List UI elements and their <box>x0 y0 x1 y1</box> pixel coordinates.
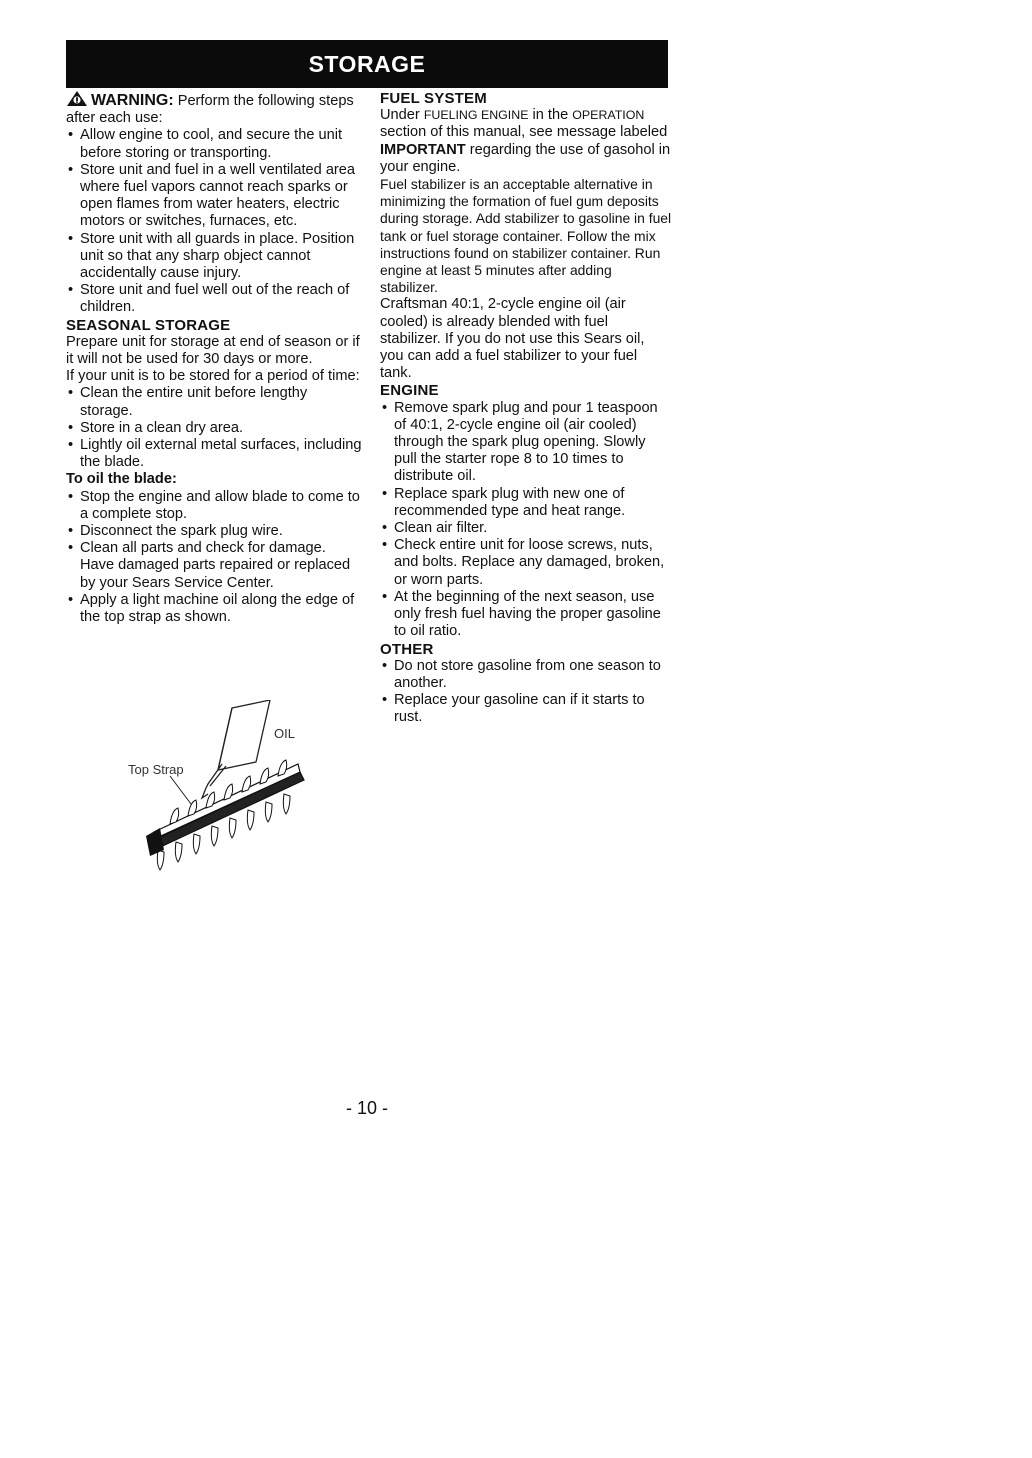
seasonal-storage-heading: SEASONAL STORAGE <box>66 316 231 334</box>
list-item: • Check entire unit for loose screws, nuts, and bolts. Replace any damaged, broken, or worn parts. <box>380 537 672 589</box>
list-item: • Store unit with all guards in place. Position unit so that any sharp object cannot accidentally cause injury. <box>66 231 362 283</box>
text-run: regarding the use of gasohol in your engine. <box>380 141 671 175</box>
list-item: • Do not store gasoline from one season to another. <box>380 658 672 692</box>
seasonal-list <box>66 385 362 471</box>
right-column <box>380 90 672 727</box>
oil-label: OIL <box>274 726 295 741</box>
warning-label: WARNING: <box>91 92 174 109</box>
engine-list <box>380 400 672 641</box>
fuel-paragraph-2: Fuel stabilizer is an acceptable alternative in minimizing the formation of fuel gum deposits during storage. Add stabilizer to gasoline in fuel tank or fuel storage container. Follow the mix instructions found on stabilizer container. Run engine at least 5 minutes after adding stabilizer. <box>380 176 672 296</box>
list-item: • Clean all parts and check for damage. Have damaged parts repaired or replaced by your Sears Service Center. <box>66 540 362 592</box>
list-item: • Clean the entire unit before lengthy storage. <box>66 385 362 419</box>
text-run: Under <box>380 107 424 124</box>
warning-paragraph <box>66 90 362 127</box>
list-item: • Disconnect the spark plug wire. <box>66 523 362 540</box>
text-run: FUELING ENGINE <box>423 108 529 123</box>
oil-blade-heading: To oil the blade: <box>66 471 177 488</box>
text-run: in the <box>528 107 573 124</box>
fuel-paragraph-3: Craftsman 40:1, 2-cycle engine oil (air cooled) is already blended with fuel stabilizer. If you do not use this Sears oil, you can add a fuel stabilizer to your fuel tank. <box>380 296 645 382</box>
left-column <box>66 90 362 626</box>
list-item: • Replace your gasoline can if it starts to rust. <box>380 692 672 726</box>
top-strap-label: Top Strap <box>128 762 184 777</box>
section-title: STORAGE <box>308 50 426 77</box>
other-heading: OTHER <box>380 640 434 658</box>
list-item: • Store unit and fuel in a well ventilated area where fuel vapors cannot reach sparks or open flames from water heaters, electric motors or switches, furnaces, etc. <box>66 162 362 231</box>
fuel-system-heading: FUEL SYSTEM <box>380 90 487 107</box>
list-item: • Remove spark plug and pour 1 teaspoon of 40:1, 2-cycle engine oil (air cooled) through the spark plug opening. Slowly pull the starter rope 8 to 10 times to distribute oil. <box>380 400 672 486</box>
text-run: section of this manual, see message labeled <box>380 124 668 141</box>
other-list <box>380 658 672 727</box>
oiling-blade-illustration <box>110 700 330 875</box>
list-item: • Allow engine to cool, and secure the unit before storing or transporting. <box>66 127 362 161</box>
fuel-paragraph-1 <box>380 107 672 176</box>
warning-text: Perform the following steps after each use: <box>66 93 354 127</box>
warning-list <box>66 127 362 316</box>
page-number: - 10 - <box>345 1098 388 1118</box>
list-item: • Store in a clean dry area. <box>66 420 362 437</box>
list-item: • Store unit and fuel well out of the reach of children. <box>66 282 362 316</box>
text-run: OPERATION <box>572 108 645 123</box>
list-item: • Clean air filter. <box>380 520 672 537</box>
important-label: IMPORTANT <box>380 141 466 158</box>
warning-triangle-icon <box>66 90 88 107</box>
seasonal-paragraph-2: If your unit is to be stored for a period of time: <box>66 368 360 385</box>
section-banner <box>66 40 668 88</box>
seasonal-paragraph-1: Prepare unit for storage at end of season or if it will not be used for 30 days or more. <box>66 333 360 368</box>
list-item: • Apply a light machine oil along the edge of the top strap as shown. <box>66 592 362 626</box>
engine-heading: ENGINE <box>380 382 439 400</box>
oil-blade-list <box>66 489 362 627</box>
list-item: • Stop the engine and allow blade to come to a complete stop. <box>66 489 362 523</box>
list-item: • Replace spark plug with new one of recommended type and heat range. <box>380 486 672 520</box>
list-item: • Lightly oil external metal surfaces, including the blade. <box>66 437 362 471</box>
list-item: • At the beginning of the next season, use only fresh fuel having the proper gasoline to oil ratio. <box>380 589 672 641</box>
